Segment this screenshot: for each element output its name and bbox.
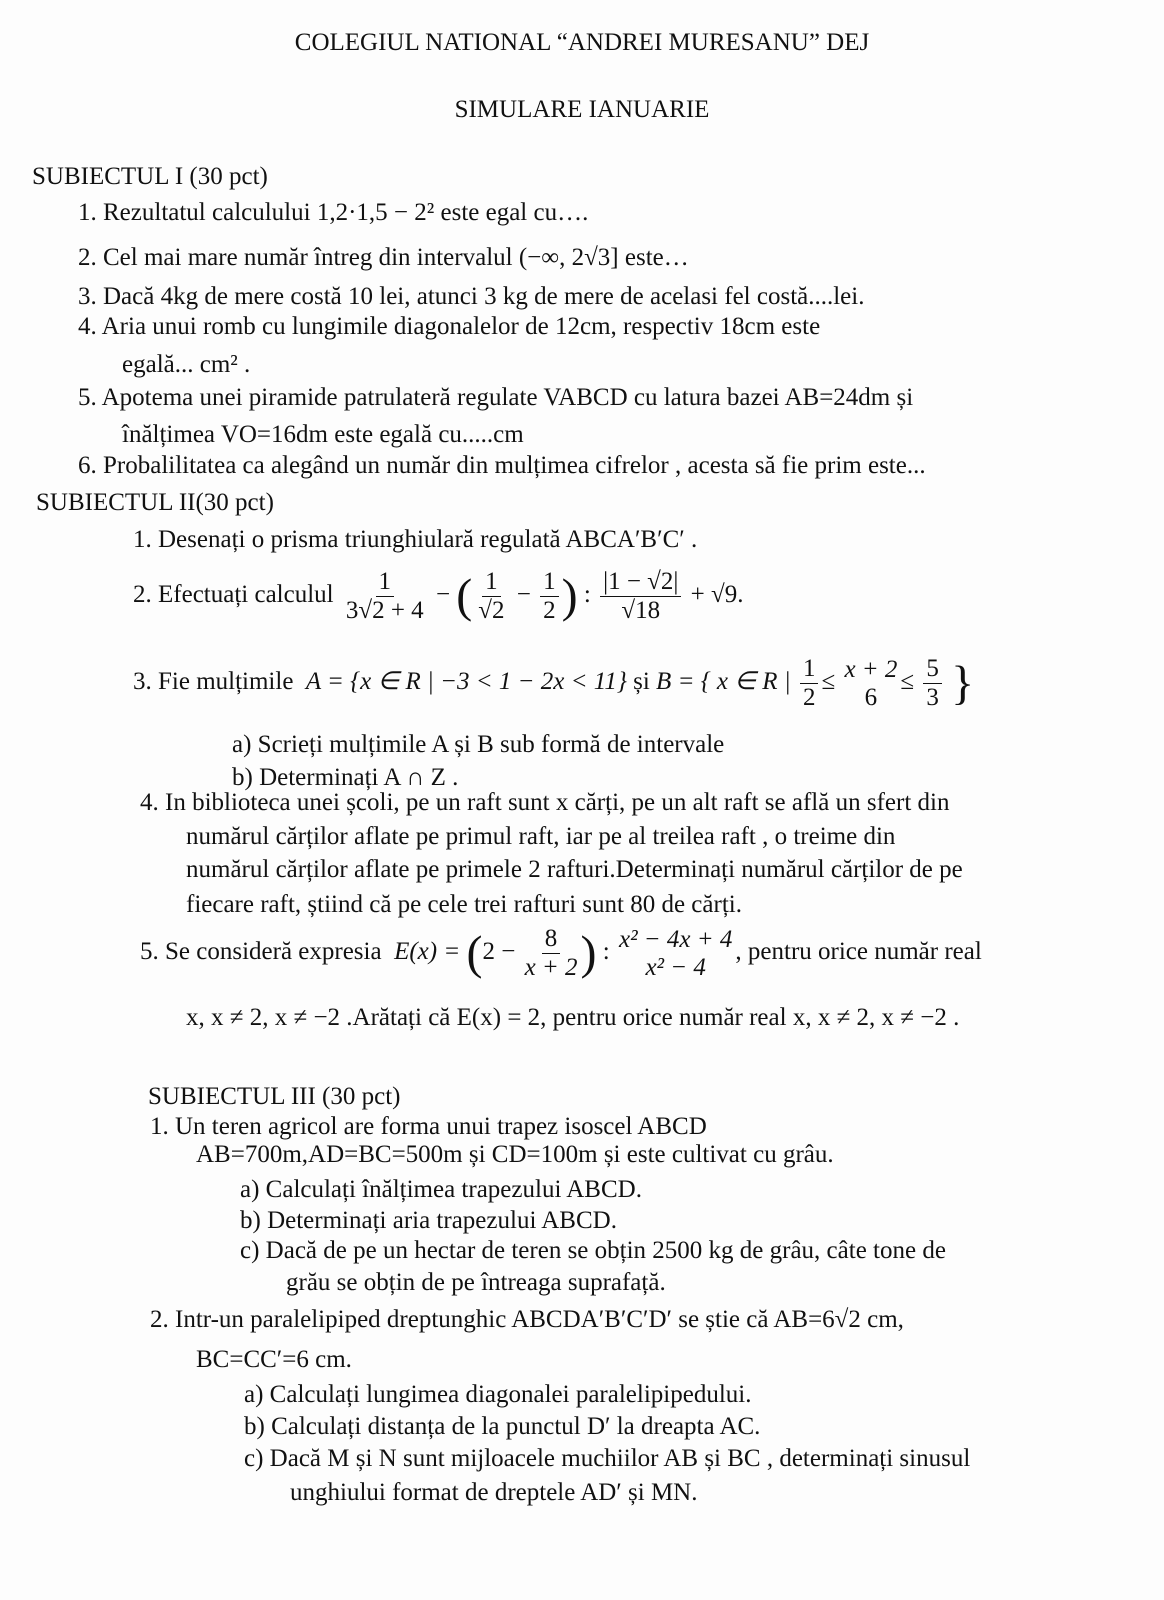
s1-item: 6. Probalilitatea ca alegând un număr din mulțimea cifrelor , acesta să fie prim este... — [78, 452, 926, 479]
s3-item-sub: b) Determinați aria trapezului ABCD. — [240, 1207, 617, 1234]
s1-item: 3. Dacă 4kg de mere costă 10 lei, atunci 3 kg de mere de acelasi fel costă....lei. — [78, 283, 865, 310]
s3-item: 2. Intr-un paralelipiped dreptunghic ABCDA′B′C′D′ se știe că AB=6√2 cm, — [150, 1306, 904, 1333]
s2-item-5-cont: x, x ≠ 2, x ≠ −2 .Arătați că E(x) = 2, pentru orice număr real x, x ≠ 2, x ≠ −2 . — [186, 1004, 960, 1031]
s3-item-sub-cont: grău se obțin de pe întreaga suprafață. — [286, 1269, 666, 1296]
s3-item-sub: b) Calculați distanța de la punctul D′ la dreapta AC. — [244, 1413, 761, 1440]
school-name: COLEGIUL NATIONAL “ANDREI MURESANU” DEJ — [294, 29, 870, 56]
s2-item-3b: b) Determinați A ∩ Z . — [232, 764, 459, 791]
section-1-title: SUBIECTUL I (30 pct) — [32, 163, 268, 190]
s3-item-sub-cont: unghiului format de dreptele AD′ și MN. — [290, 1479, 698, 1506]
section-2-title: SUBIECTUL II(30 pct) — [36, 489, 274, 516]
s1-item: 1. Rezultatul calculului 1,2·1,5 − 2² este egal cu…. — [78, 199, 589, 226]
s1-item-cont: înălțimea VO=16dm este egală cu.....cm — [122, 421, 524, 448]
s3-item-sub: a) Calculați înălțimea trapezului ABCD. — [240, 1176, 642, 1203]
s3-item-sub: a) Calculați lungimea diagonalei paralelipipedului. — [244, 1381, 752, 1408]
exam-title: SIMULARE IANUARIE — [454, 96, 710, 123]
s2-item-3: 3. Fie mulțimile A = {x ∈ R | −3 < 1 − 2x < 11} și B = { x ∈ R | $\frac{1}{2}$ ≤ x + 2 6 ≤ $\frac{5}{3}$ } — [133, 655, 975, 711]
s2-item-2: 2. Efectuați calculul $\frac{1}{3√2 + 4}$ − ( $\frac{1}{√2}$ − $\frac{1}{2}$ ) : $\frac{|1 - √2|}{√18}$ + √9. — [133, 568, 744, 624]
s3-item-sub: c) Dacă de pe un hectar de teren se obțin 2500 kg de grâu, câte tone de — [240, 1237, 946, 1264]
s3-item-sub: c) Dacă M și N sunt mijloacele muchiilor AB și BC , determinați sinusul — [244, 1445, 971, 1472]
s2-item-4: 4. In biblioteca unei școli, pe un raft sunt x cărți, pe un alt raft se află un sfert din — [140, 789, 950, 816]
s3-item: 1. Un teren agricol are forma unui trapez isoscel ABCD — [150, 1113, 707, 1140]
s1-item: 5. Apotema unei piramide patrulateră regulate VABCD cu latura bazei AB=24dm și — [78, 384, 914, 411]
s1-item: 4. Aria unui romb cu lungimile diagonalelor de 12cm, respectiv 18cm este — [78, 313, 821, 340]
s2-item-4-cont: numărul cărților aflate pe primul raft, iar pe al treilea raft , o treime din — [186, 823, 896, 850]
s1-item: 2. Cel mai mare număr întreg din intervalul (−∞, 2√3] este… — [78, 244, 689, 271]
s3-item-cont: BC=CC′=6 cm. — [196, 1346, 352, 1373]
s2-item-5: 5. Se consideră expresia E(x) = (2 − $\frac{8}{x + 2}$ ) : x² − 4x + 4 x² − 4 , pentru orice număr real — [140, 925, 982, 981]
s2-item-4-cont: numărul cărților aflate pe primele 2 rafturi.Determinați numărul cărților de pe — [186, 856, 963, 883]
section-3-title: SUBIECTUL III (30 pct) — [148, 1083, 401, 1110]
fraction: $\frac{1}{3√2 + 4}$ — [345, 568, 424, 624]
s2-item-4-cont: fiecare raft, știind că pe cele trei rafturi sunt 80 de cărți. — [186, 891, 742, 918]
s3-item-cont: AB=700m,AD=BC=500m și CD=100m și este cultivat cu grâu. — [196, 1141, 834, 1168]
s2-item-1: 1. Desenați o prisma triunghiulară regulată ABCA′B′C′ . — [133, 526, 698, 553]
s1-item-cont: egală... cm² . — [122, 351, 251, 378]
s2-item-3a: a) Scrieți mulțimile A și B sub formă de intervale — [232, 731, 725, 758]
